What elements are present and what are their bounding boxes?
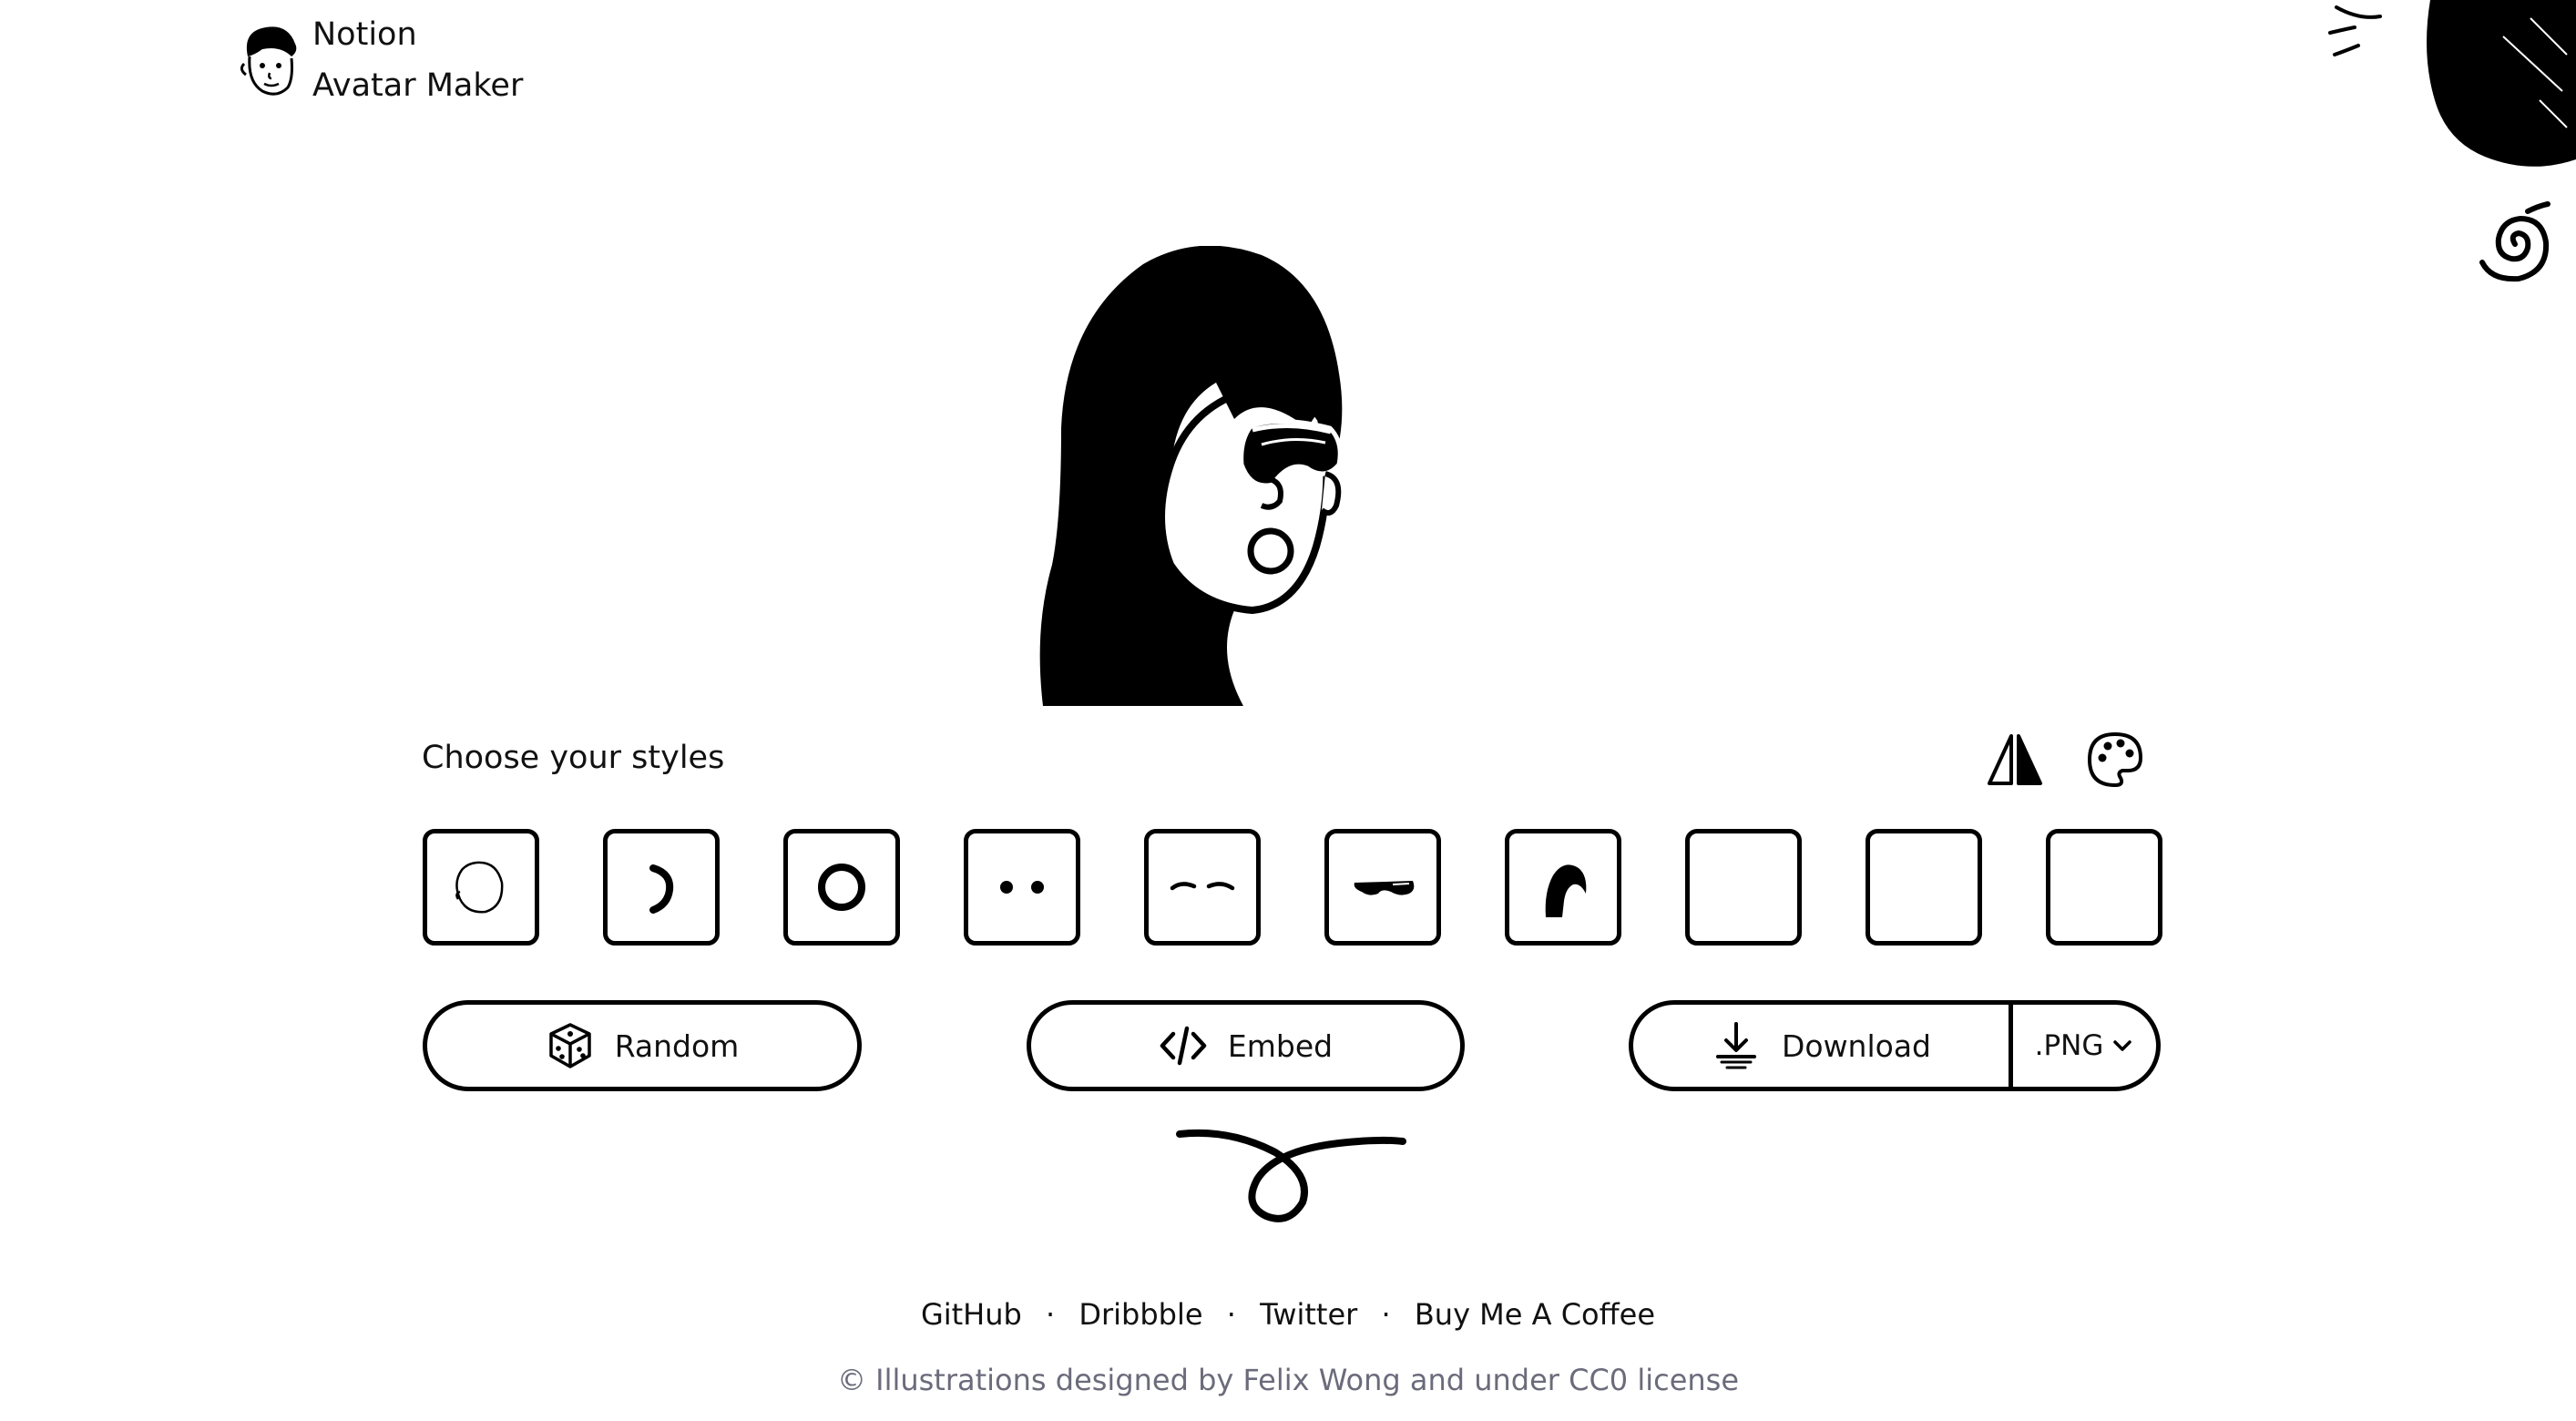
avatar-preview xyxy=(1034,246,1444,710)
code-icon xyxy=(1159,1021,1208,1070)
download-button[interactable] xyxy=(1633,1005,2013,1087)
embed-button[interactable] xyxy=(1027,1000,1465,1091)
decorative-strokes-icon xyxy=(2327,0,2387,64)
copyright-text: © Illustrations designed by Felix Wong and under CC0 license xyxy=(836,1363,1740,1397)
style-accessory-button[interactable] xyxy=(1685,829,1802,946)
github-link[interactable]: GitHub xyxy=(920,1297,1022,1332)
buy-me-a-coffee-link[interactable]: Buy Me A Coffee xyxy=(1414,1297,1656,1332)
style-beard-button[interactable] xyxy=(2046,829,2162,946)
footer-separator: · xyxy=(1226,1297,1236,1332)
style-options xyxy=(423,829,2161,942)
app-title-line2: Avatar Maker xyxy=(312,67,524,104)
dribbble-link[interactable]: Dribbble xyxy=(1078,1297,1203,1332)
chevron-down-icon xyxy=(2111,1034,2134,1058)
download-icon xyxy=(1711,1020,1762,1071)
style-ear-button[interactable] xyxy=(603,829,720,946)
app-title[interactable] xyxy=(312,9,523,111)
face-shape-icon xyxy=(440,846,522,928)
eyes-dots-icon xyxy=(981,846,1063,928)
footer-links xyxy=(0,1297,2576,1332)
mouth-o-icon xyxy=(801,846,883,928)
style-mouth-button[interactable] xyxy=(783,829,900,946)
random-button[interactable] xyxy=(423,1000,862,1091)
style-face-button[interactable] xyxy=(423,829,539,946)
goggles-icon xyxy=(1342,846,1424,928)
palette-icon[interactable] xyxy=(2086,731,2144,789)
twitter-link[interactable]: Twitter xyxy=(1260,1297,1358,1332)
decorative-loop-icon xyxy=(1175,1125,1412,1230)
style-details-button[interactable] xyxy=(1866,829,1982,946)
download-label: Download xyxy=(1781,1027,1932,1064)
random-label: Random xyxy=(614,1027,740,1064)
style-eyes-button[interactable] xyxy=(964,829,1080,946)
dice-icon xyxy=(546,1021,595,1070)
hair-icon xyxy=(1522,846,1604,928)
download-group xyxy=(1629,1000,2161,1091)
decorative-blob-icon xyxy=(2394,0,2576,173)
footer-separator: · xyxy=(1381,1297,1391,1332)
eyebrows-icon xyxy=(1161,846,1243,928)
flip-icon[interactable] xyxy=(1986,731,2044,789)
ear-shape-icon xyxy=(620,846,702,928)
style-glasses-button[interactable] xyxy=(1324,829,1441,946)
embed-label: Embed xyxy=(1227,1027,1334,1064)
format-value: .PNG xyxy=(2034,1029,2104,1062)
style-hair-button[interactable] xyxy=(1505,829,1621,946)
app-title-line1: Notion xyxy=(312,16,417,53)
avatar-face-icon[interactable] xyxy=(235,18,302,98)
styles-title: Choose your styles xyxy=(422,740,725,776)
format-select[interactable] xyxy=(2013,1005,2156,1087)
footer-separator: · xyxy=(1046,1297,1056,1332)
style-eyebrows-button[interactable] xyxy=(1144,829,1261,946)
decorative-spiral-icon xyxy=(2473,199,2557,286)
